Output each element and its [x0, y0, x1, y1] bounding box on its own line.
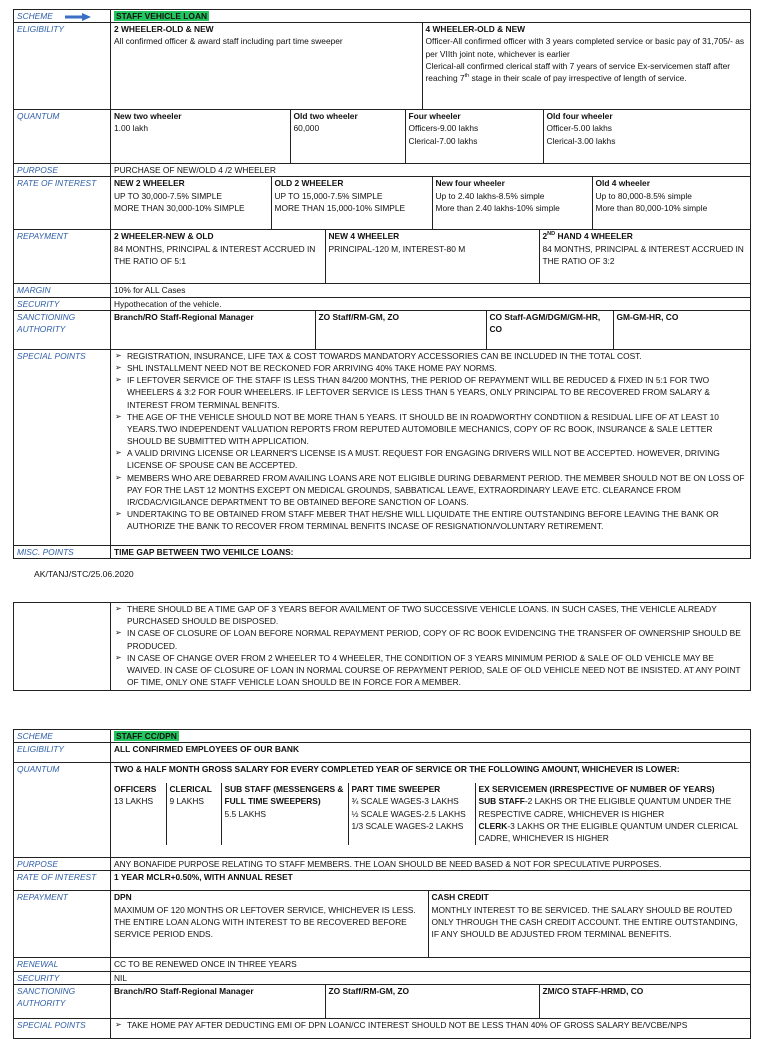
elig-right-text2: Clerical-all confirmed clerical staff with 7 years of service Ex-servicemen staff after reaching 7 [425, 60, 731, 83]
cc-purpose-row [14, 858, 751, 871]
cc-q-ex-clerk-text: -3 LAKHS OR THE ELIGIBLE QUANTUM UNDER CLERICAL CADRE, WHICHEVER IS HIGHER [478, 820, 738, 843]
cc-rep-title: DPN [114, 892, 132, 903]
cc-quantum-row [14, 763, 751, 858]
cc-q-ex-sub [479, 795, 748, 819]
quantum-title: Four wheeler [408, 111, 461, 122]
quantum-new-two [111, 110, 290, 163]
cc-q-value: 9 LAKHS [169, 796, 204, 807]
elig-right-title: 4 WHEELER-OLD & NEW [425, 24, 526, 35]
cc-sanction-row [14, 984, 751, 1018]
eligibility-two-wheeler [111, 23, 422, 109]
rep3-sup: ND [547, 231, 556, 238]
roi-old-four [592, 177, 750, 229]
cc-q-ex-sub-text: -2 LAKHS OR THE ELIGIBLE QUANTUM UNDER THE RESPECTIVE CADRE, WHICHEVER IS HIGHER [478, 796, 732, 819]
roi-title: NEW 2 WHEELER [114, 178, 185, 189]
cc-roi-text: 1 YEAR MCLR+0.50%, WITH ANNUAL RESET [111, 871, 751, 891]
roi-label: RATE OF INTEREST [14, 177, 111, 230]
continuation-point: ➢ IN CASE OF CLOSURE OF LOAN BEFORE NORMAL REPAYMENT PERIOD, COPY OF RC BOOK EVIDENCING THE TRANSFER OF OWNERSHIP SHOULD BE PRODUCED. [114, 627, 747, 651]
special-point: ➢ SHL INSTALLMENT NEED NOT BE RECKONED FOR ARRIVING 40% TAKE HOME PAY NORMS. [114, 362, 747, 374]
sanction-co: CO Staff-AGM/DGM/GM-HR, CO [486, 311, 613, 349]
continuation-table [13, 602, 751, 691]
cc-q-value: ¾ SCALE WAGES-3 LAKHS [351, 796, 459, 807]
cc-security-row [14, 971, 751, 984]
scheme-row [14, 10, 751, 23]
repayment-new-four [325, 230, 539, 283]
cc-security-label: SECURITY [14, 971, 111, 984]
cc-q-title: CLERICAL [169, 784, 212, 795]
roi-title: New four wheeler [435, 178, 505, 189]
roi-line: More than 2.40 lakhs-10% simple [435, 202, 560, 213]
cc-dpn-table [13, 729, 751, 1039]
quantum-title: Old two wheeler [293, 111, 358, 122]
purpose-label: PURPOSE [14, 164, 111, 177]
quantum-row [14, 110, 751, 164]
cc-security-text: NIL [111, 971, 751, 984]
quantum-four [405, 110, 543, 163]
security-label: SECURITY [14, 297, 111, 310]
special-point: ➢ A VALID DRIVING LICENSE OR LEARNER'S LICENSE IS A MUST. REQUEST FOR ENGAGING DRIVERS WILL NOT BE ACCEPTED. HOWEVER, DRIVING LICENSE OF SPOUSE CAN BE ACCEPTED. [114, 447, 747, 471]
elig-left-title: 2 WHEELER-OLD & NEW [114, 24, 214, 35]
rep-text: 84 MONTHS, PRINCIPAL & INTEREST ACCRUED IN THE RATIO OF 5:1 [114, 243, 316, 266]
continuation-point: ➢ IN CASE OF CHANGE OVER FROM 2 WHEELER TO 4 WHEELER, THE CONDITION OF 3 YEARS MINIMUM PERIOD & SALE OF OLD VEHICLE MAY BE WAIVED. IN CASE OF CLOSURE OF LOAN IN NORMAL COURSE OF REPAYMENT PERIOD, SALE OF OLD VEHICLE NEED NOT BE INSISTED. AT ANY POINT OF TIME, ONLY ONE STAFF VEHICLE LOAN SHOULD BE IN FORCE FOR A MEMBER. [114, 652, 747, 689]
rep-text: 84 MONTHS, PRINCIPAL & INTEREST ACCRUED IN THE RATIO OF 3:2 [542, 243, 744, 266]
cc-q-title: SUB STAFF (MESSENGERS & FULL TIME SWEEPERS) [224, 784, 344, 807]
roi-title: Old 4 wheeler [595, 178, 650, 189]
cc-q-sub-staff [221, 783, 348, 845]
elig-left-text: All confirmed officer & award staff including part time sweeper [114, 36, 343, 47]
quantum-value: 60,000 [293, 123, 320, 134]
rep-text: PRINCIPAL-120 M, INTEREST-80 M [328, 243, 466, 254]
vehicle-loan-table [13, 9, 751, 559]
misc-row [14, 545, 751, 558]
scheme-name: STAFF VEHICLE LOAN [116, 11, 208, 21]
quantum-title: New two wheeler [114, 111, 182, 122]
elig-right-text3: stage in their scale of pay irrespective of length of service. [469, 72, 687, 83]
cc-scheme-name: STAFF CC/DPN [116, 731, 177, 741]
rep-title: 2 WHEELER-NEW & OLD [114, 231, 214, 242]
special-point: ➢ MEMBERS WHO ARE DEBARRED FROM AVAILING LOANS ARE NOT ELIGIBLE DURING DEBARMENT PERIOD. THE MEMBER SHOULD NOT BE ON LOSS OF PAY FOR THE LAST 12 MONTHS EXCEPT ON MEDICAL GROUNDS, SABBATICAL LEAVE, EXTRAORDINARY LEAVE ETC. CLEARANCE FROM IR/CDAC/VIGILANCE DEPARTMENT TO BE OBTAINED BEFORE SANCTION OF LOANS. [114, 472, 747, 509]
cc-sanction-label: SANCTIONING AUTHORITY [14, 984, 111, 1018]
cc-renewal-label: RENEWAL [14, 958, 111, 971]
cc-roi-label: RATE OF INTEREST [14, 871, 111, 891]
special-point: ➢ UNDERTAKING TO BE OBTAINED FROM STAFF MEBER THAT HE/SHE WILL LIQUIDATE THE ENTIRE OUTSTANDING BEFORE LEAVING THE BANK OR AUTHORIZE THE BANK TO RECOVER FROM TERMINAL BENFITS INCASE OF RESIGNATION/VOLUNTARY RETIREMENT. [114, 508, 747, 532]
cc-renewal-text: CC TO BE RENEWED ONCE IN THREE YEARS [111, 958, 751, 971]
cc-q-title: EX SERVICEMEN (IRRESPECTIVE OF NUMBER OF YEARS) [478, 784, 715, 795]
repayment-label: REPAYMENT [14, 230, 111, 284]
cc-q-ex-clerk-bold: CLERK [478, 820, 508, 831]
roi-row [14, 177, 751, 230]
cc-purpose-label: PURPOSE [14, 858, 111, 871]
eligibility-row [14, 23, 751, 110]
cc-rep-dpn [111, 891, 428, 957]
rep-title-block [543, 230, 748, 242]
arrow-right-icon [65, 13, 91, 21]
cc-q-value: 13 LAKHS [114, 796, 154, 807]
cc-sanction-co: ZM/CO STAFF-HRMD, CO [539, 985, 750, 1018]
special-point: ➢ REGISTRATION, INSURANCE, LIFE TAX & COST TOWARDS MANDATORY ACCESSORIES CAN BE INCLUDED IN THE TOTAL COST. [114, 350, 747, 362]
cc-scheme-row [14, 730, 751, 743]
sanction-branch: Branch/RO Staff-Regional Manager [114, 311, 254, 322]
scheme-label-text: SCHEME [17, 11, 53, 21]
cc-quantum-text: TWO & HALF MONTH GROSS SALARY FOR EVERY COMPLETED YEAR OF SERVICE OR THE FOLLOWING AMOUNT, WHICHEVER IS LOWER: [114, 764, 680, 775]
purpose-text: PURCHASE OF NEW/OLD 4 /2 WHEELER [111, 164, 751, 177]
cc-rep-title: CASH CREDIT [431, 892, 489, 903]
elig-right-text1: Officer-All confirmed officer with 3 years completed service or basic pay of 31,705/- as per VIIth joint note, whichever is earlier [425, 36, 745, 59]
sanction-row [14, 310, 751, 349]
special-points-row [14, 349, 751, 545]
quantum-old-four [543, 110, 750, 163]
quantum-old-two [290, 110, 405, 163]
cc-q-title: OFFICERS [114, 784, 157, 795]
cc-eligibility-row [14, 743, 751, 763]
scheme-label [14, 10, 111, 23]
cc-repayment-row [14, 891, 751, 958]
cc-q-value: ½ SCALE WAGES-2.5 LAKHS [351, 808, 466, 819]
cc-q-officers [111, 783, 166, 845]
roi-line: UP TO 15,000-7.5% SIMPLE [274, 190, 383, 201]
purpose-row [14, 164, 751, 177]
quantum-value: 1.00 lakh [114, 123, 148, 134]
roi-line: MORE THAN 30,000-10% SIMPLE [114, 202, 245, 213]
quantum-value: Clerical-7.00 lakhs [408, 135, 478, 146]
eligibility-four-wheeler [422, 23, 750, 109]
cc-q-value: 5.5 LAKHS [224, 808, 266, 819]
repayment-row [14, 230, 751, 284]
sanction-gm: GM-GM-HR, CO [613, 311, 750, 349]
cc-q-ex-servicemen [475, 783, 750, 845]
cc-rep-text: MAXIMUM OF 120 MONTHS OR LEFTOVER SERVICE, WHICHEVER IS LESS. THE ENTIRE LOAN ALONG WITH INTEREST TO BE RECOVERED BEFORE SERVICE PERIOD ENDS. [114, 904, 416, 939]
margin-text: 10% for ALL Cases [111, 284, 751, 297]
cc-purpose-text: ANY BONAFIDE PURPOSE RELATING TO STAFF MEMBERS. THE LOAN SHOULD BE NEED BASED & NOT FOR SPECULATIVE PURPOSES. [111, 858, 751, 871]
roi-title: OLD 2 WHEELER [274, 178, 344, 189]
cc-special-label: SPECIAL POINTS [14, 1018, 111, 1038]
rep3-title: HAND 4 WHEELER [555, 231, 633, 242]
elig-right-text2-block [426, 60, 748, 84]
cc-rep-cash-credit [428, 891, 750, 957]
cc-roi-row [14, 871, 751, 891]
cc-q-part-time [348, 783, 475, 845]
cc-special-point: ➢ TAKE HOME PAY AFTER DEDUCTING EMI OF DPN LOAN/CC INTEREST SHOULD NOT BE LESS THAN 40% OF GROSS SALARY BE/VCBE/NPS [114, 1019, 747, 1031]
misc-label: MISC. POINTS [14, 545, 111, 558]
cc-renewal-row [14, 958, 751, 971]
quantum-label: QUANTUM [14, 110, 111, 164]
cc-q-title: PART TIME SWEEPER [351, 784, 441, 795]
cc-sanction-branch: Branch/RO Staff-Regional Manager [114, 985, 254, 996]
sanction-zo: ZO Staff/RM-GM, ZO [315, 311, 486, 349]
cc-scheme-label: SCHEME [14, 730, 111, 743]
roi-new-four [432, 177, 592, 229]
rep3-pre: 2 [542, 231, 548, 242]
cc-eligibility-text: ALL CONFIRMED EMPLOYEES OF OUR BANK [111, 743, 751, 763]
continuation-empty-cell [14, 603, 111, 691]
elig-right-sup: th [464, 73, 470, 80]
cc-q-ex-sub-bold: SUB STAFF [478, 796, 525, 807]
quantum-value: Officers-9.00 lakhs [408, 123, 479, 134]
roi-line: More than 80,000-10% simple [595, 202, 708, 213]
continuation-row [14, 603, 751, 691]
quantum-title: Old four wheeler [546, 111, 613, 122]
footer-reference: AK/TANJ/STC/25.06.2020 [34, 569, 134, 579]
cc-rep-text: MONTHLY INTEREST TO BE SERVICED. THE SALARY SHOULD BE ROUTED ONLY THROUGH THE CASH CREDIT ACCOUNT. THE ENTIRE OUTSTANDING, IF ANY SHOULD BE ADJUSTED FROM TERMINAL BENEFITS. [431, 904, 738, 939]
special-point: ➢ THE AGE OF THE VEHICLE SHOULD NOT BE MORE THAN 5 YEARS. IT SHOULD BE IN ROADWORTHY CONDTIION & RESIDUAL LIFE OF AT LEAST 10 YEARS.TWO INDEPENDENT VALUATION REPORTS FROM REPUTED AUTOMOBILE MECHANICS, COPY OF RC BOOK, INSURANCE & SALE LETTER SHOULD BE SUBMITTED WITH APPLICATION. [114, 411, 747, 448]
cc-sanction-zo: ZO Staff/RM-GM, ZO [325, 985, 539, 1018]
quantum-value: Clerical-3.00 lakhs [546, 135, 616, 146]
roi-old-two [271, 177, 432, 229]
roi-line: MORE THAN 15,000-10% SIMPLE [274, 202, 406, 213]
roi-line: UP TO 30,000-7.5% SIMPLE [114, 190, 223, 201]
cc-special-points [111, 1018, 751, 1038]
special-points [111, 349, 751, 545]
cc-quantum-label: QUANTUM [14, 763, 111, 858]
margin-row [14, 284, 751, 297]
eligibility-label: ELIGIBILITY [14, 23, 111, 110]
rep-title: NEW 4 WHEELER [328, 231, 400, 242]
repayment-two-wheeler [111, 230, 325, 283]
misc-text: TIME GAP BETWEEN TWO VEHILCE LOANS: [111, 545, 751, 558]
margin-label: MARGIN [14, 284, 111, 297]
cc-q-ex-clerk [479, 820, 748, 844]
roi-line: Up to 2.40 lakhs-8.5% simple [435, 190, 545, 201]
cc-eligibility-label: ELIGIBILITY [14, 743, 111, 763]
roi-line: Up to 80,000-8.5% simple [595, 190, 692, 201]
sanction-label: SANCTIONING AUTHORITY [14, 310, 111, 349]
special-point: ➢ IF LEFTOVER SERVICE OF THE STAFF IS LESS THAN 84/200 MONTHS, THE PERIOD OF REPAYMENT WILL BE REDUCED & FIXED IN 5:1 FOR TWO WHEELERS & 3:2 FOR FOUR WHEELERS. IF LEFTOVER SERVICE IS LESS THAN 5 YEARS, ONLY PRINCIPAL TO BE RECOVERED FROM SALARY & INTEREST FROM TERMINAL BENFITS. [114, 374, 747, 411]
repayment-second-hand [539, 230, 750, 283]
roi-new-two [111, 177, 271, 229]
special-label: SPECIAL POINTS [14, 349, 111, 545]
cc-q-clerical [166, 783, 221, 845]
cc-repayment-label: REPAYMENT [14, 891, 111, 958]
cc-special-row [14, 1018, 751, 1038]
continuation-point: ➢ THERE SHOULD BE A TIME GAP OF 3 YEARS BEFOR AVAILMENT OF TWO SUCCESSIVE VEHICLE LOANS. IN SUCH CASES, THE VEHICLE ALREADY PURCHASED SHOULD BE DISPOSED. [114, 603, 747, 627]
security-row [14, 297, 751, 310]
cc-q-value: 1/3 SCALE WAGES-2 LAKHS [351, 820, 464, 831]
continuation-points [111, 603, 751, 691]
security-text: Hypothecation of the vehicle. [111, 297, 751, 310]
quantum-value: Officer-5.00 lakhs [546, 123, 612, 134]
